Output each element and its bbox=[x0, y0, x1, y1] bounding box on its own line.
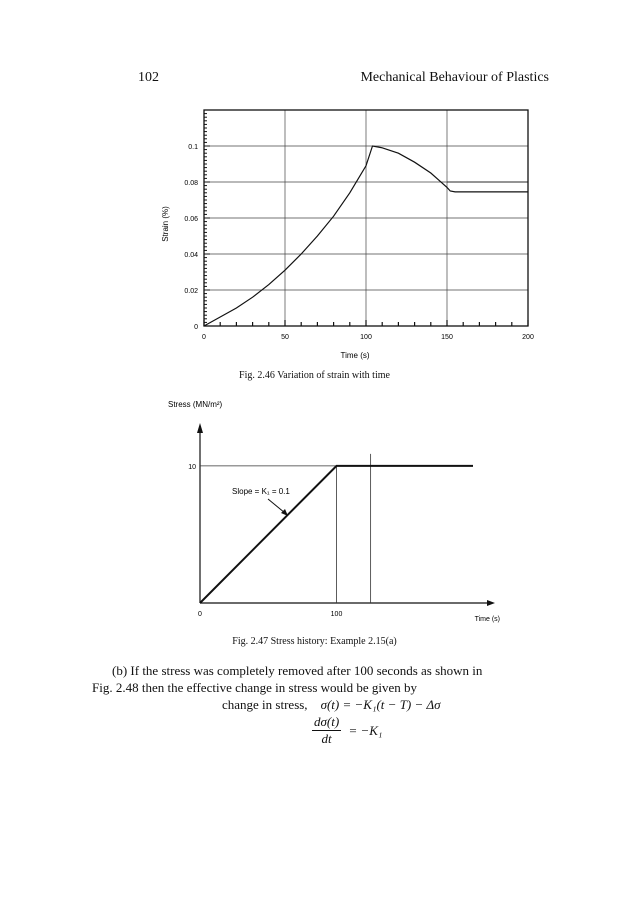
stress-y-axis-label: Stress (MN/m²) bbox=[168, 400, 223, 409]
stress-annotation-slope: Slope = K₁ = 0.1 bbox=[232, 487, 290, 496]
slope-annotation-arrow bbox=[268, 499, 285, 513]
derivative-rhs: = −K₁ bbox=[348, 722, 383, 738]
paragraph-line-2: Fig. 2.48 then the effective change in stress would be given by bbox=[92, 680, 418, 695]
page-header bbox=[138, 70, 549, 90]
y-tick-label: 0.04 bbox=[184, 252, 198, 259]
strain-chart-grid bbox=[204, 110, 528, 326]
stress-y-tick-label: 10 bbox=[188, 463, 196, 471]
y-tick-label: 0.02 bbox=[184, 288, 198, 295]
x-axis-label: Time (s) bbox=[340, 351, 370, 360]
y-tick-label: 0 bbox=[194, 324, 198, 331]
x-tick-label: 200 bbox=[522, 334, 534, 341]
x-tick-label: 50 bbox=[281, 334, 289, 341]
x-tick-label: 0 bbox=[202, 334, 206, 341]
stress-x-axis-label: Time (s) bbox=[474, 616, 500, 623]
strain-chart bbox=[150, 100, 550, 360]
stress-x-tick-label: 0 bbox=[198, 611, 202, 618]
equation-derivative bbox=[312, 714, 382, 747]
x-tick-label: 150 bbox=[441, 334, 453, 341]
x-tick-label: 100 bbox=[360, 334, 372, 341]
stress-chart bbox=[150, 395, 530, 630]
figure-caption-2-47: Fig. 2.47 Stress history: Example 2.15(a) bbox=[232, 636, 397, 647]
equation-stress-change bbox=[222, 697, 441, 713]
derivative-denominator: dt bbox=[321, 731, 332, 746]
paragraph-line-1: (b) If the stress was completely removed after 100 seconds as shown in bbox=[112, 663, 483, 678]
body-paragraph bbox=[92, 662, 552, 696]
equation-label: change in stress, bbox=[222, 697, 308, 712]
stress-x-tick-label: 100 bbox=[330, 611, 343, 618]
x-axis-arrow bbox=[487, 600, 495, 606]
running-title: Mechanical Behaviour of Plastics bbox=[360, 70, 549, 85]
y-tick-label: 0.1 bbox=[188, 144, 198, 151]
page-number: 102 bbox=[138, 70, 159, 85]
y-tick-label: 0.08 bbox=[184, 180, 198, 187]
derivative-numerator: dσ(t) bbox=[314, 714, 340, 729]
equation-main: σ(t) = −K₁(t − T) − Δσ bbox=[320, 697, 441, 712]
y-axis-label: Strain (%) bbox=[161, 206, 170, 242]
figure-caption-2-46: Fig. 2.46 Variation of strain with time bbox=[239, 370, 390, 381]
y-axis-arrow bbox=[197, 423, 203, 433]
y-tick-label: 0.06 bbox=[184, 216, 198, 223]
